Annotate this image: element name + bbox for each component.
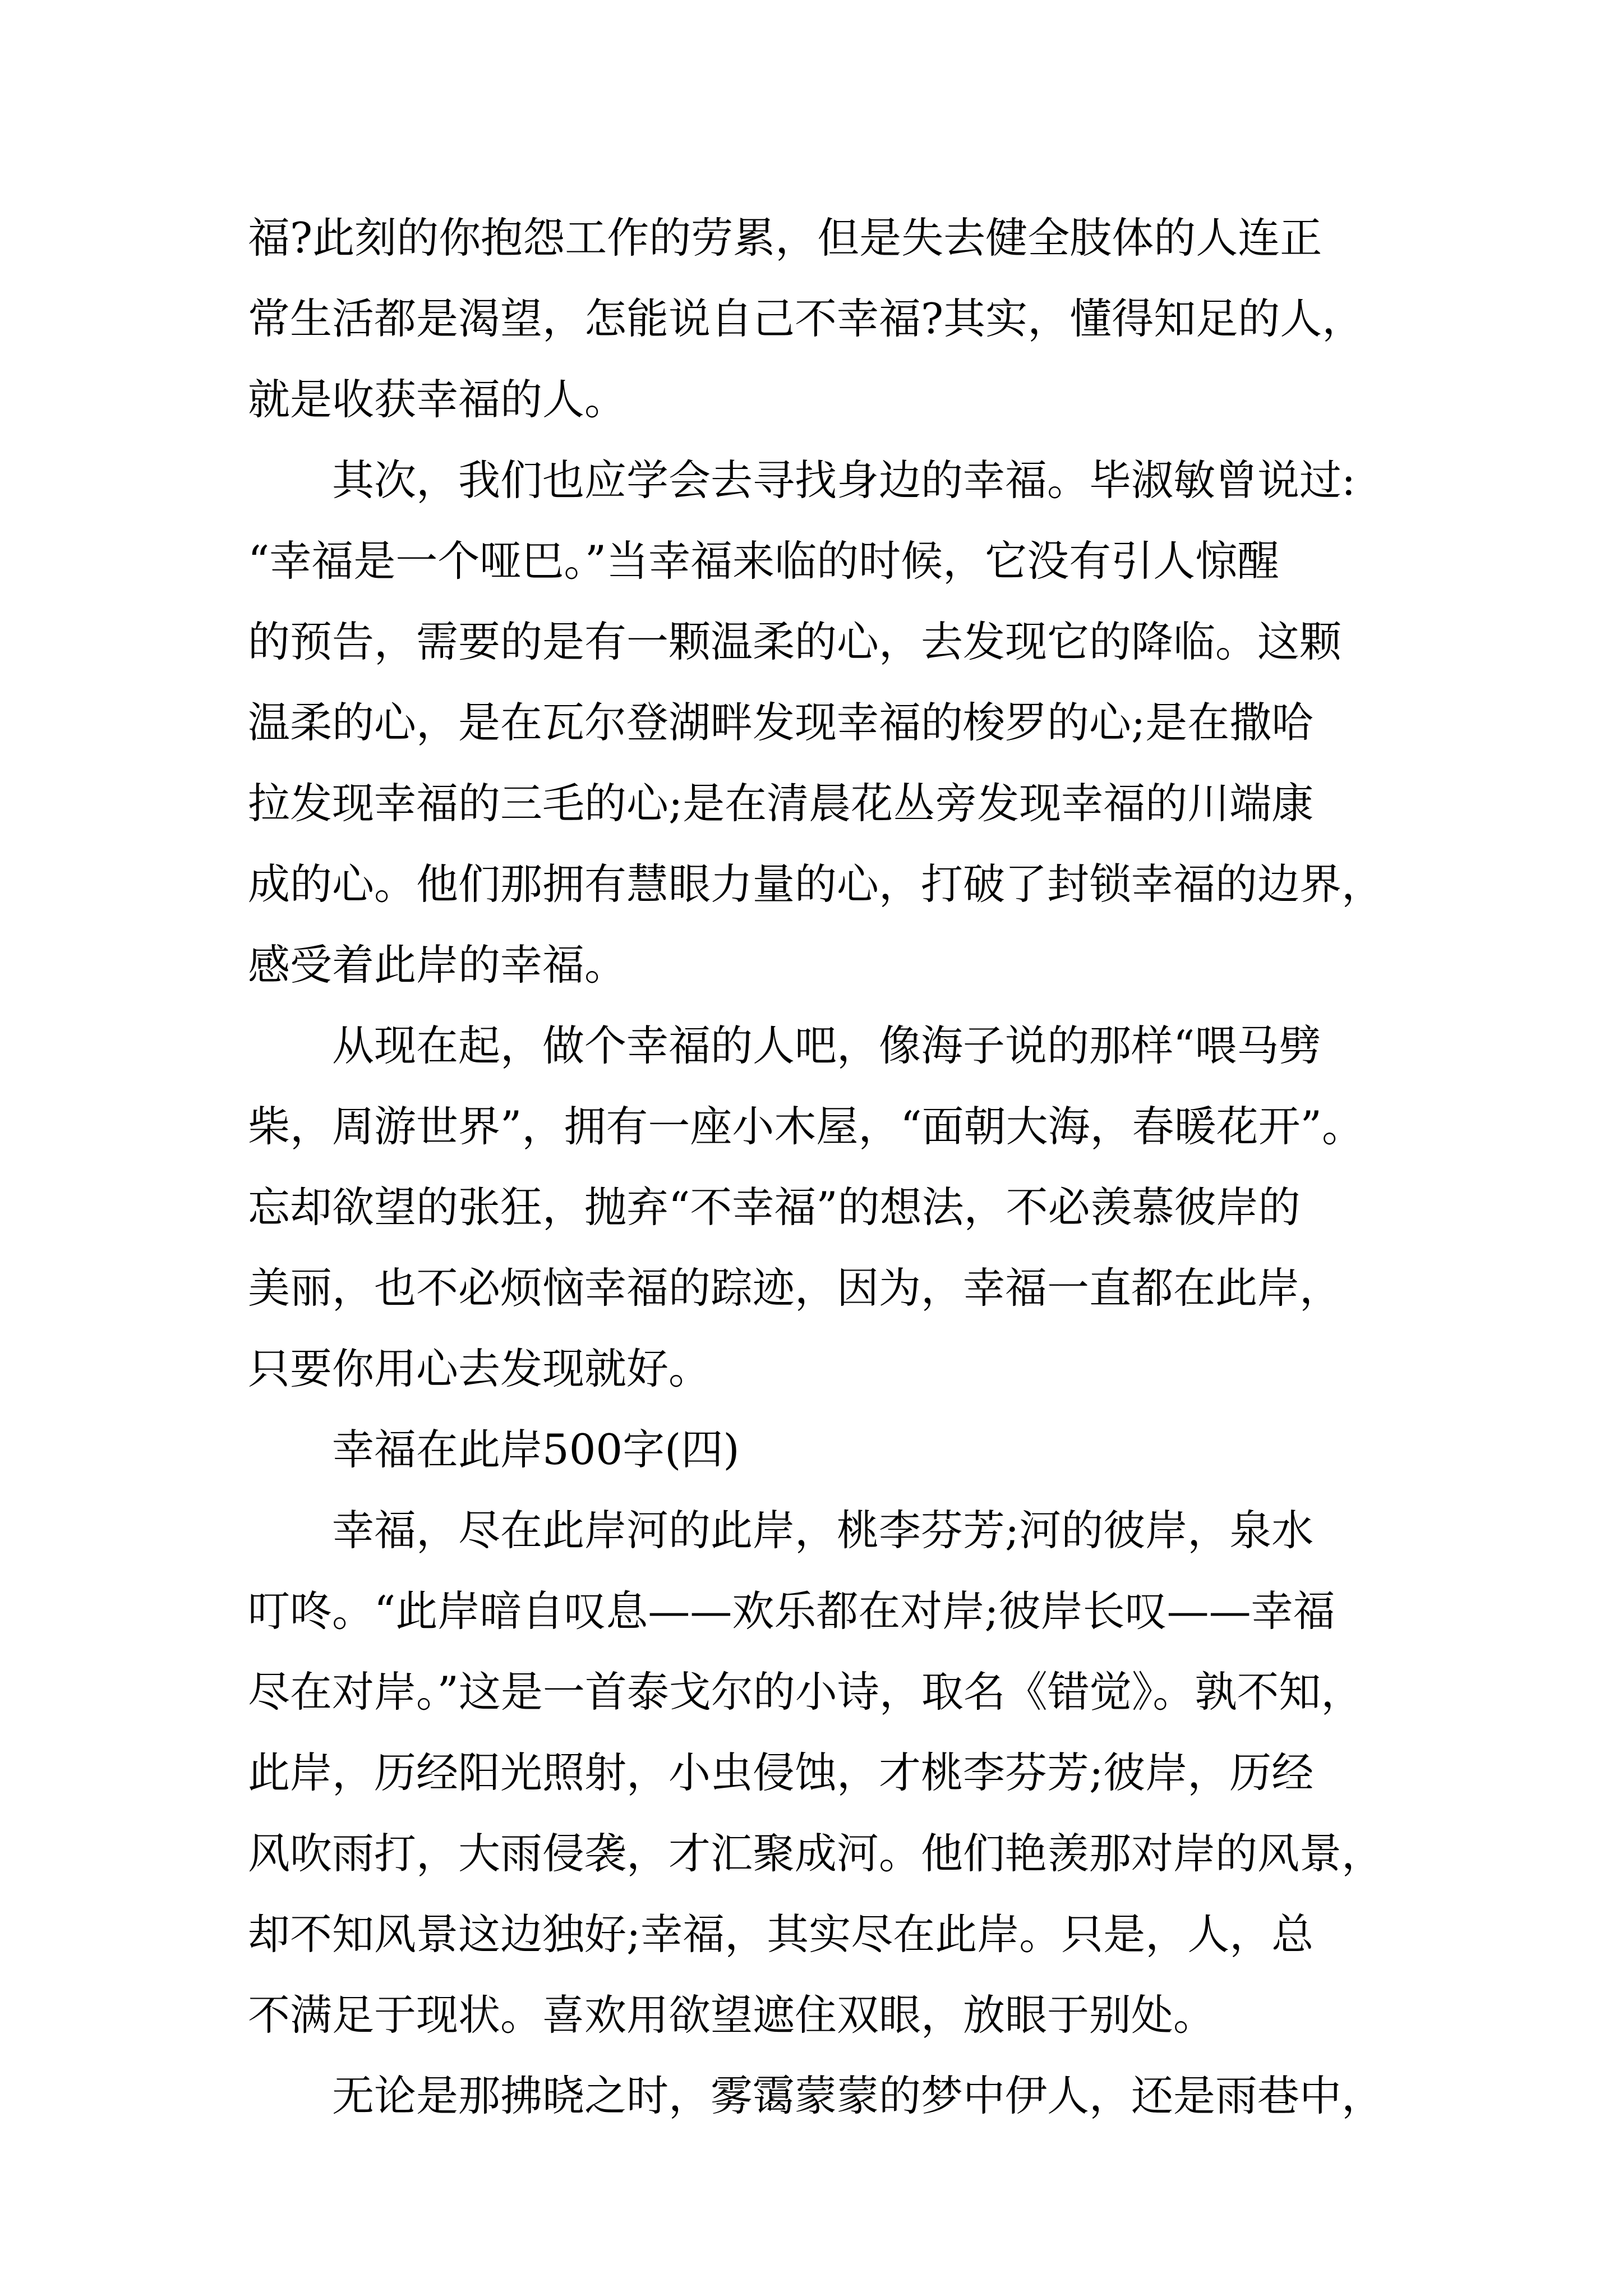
- section-heading: [248, 1409, 1375, 1490]
- text-line: 的预告，需要的是有一颗温柔的心，去发现它的降临。这颗: [248, 617, 1342, 666]
- document-body: [248, 197, 1384, 2136]
- text-line: 幸福，尽在此岸河的此岸，桃李芬芳;河的彼岸，泉水: [332, 1506, 1314, 1555]
- text-line: 无论是那拂晓之时，雾霭蒙蒙的梦中伊人，还是雨巷中，: [332, 2071, 1384, 2120]
- text-line: 感受着此岸的幸福。: [248, 940, 627, 990]
- text-line: 忘却欲望的张狂，抛弃“不幸福”的想法，不必羡慕彼岸的: [248, 1182, 1301, 1232]
- text-line: 拉发现幸福的三毛的心;是在清晨花丛旁发现幸福的川端康: [248, 779, 1314, 828]
- text-line: 风吹雨打，大雨侵袭，才汇聚成河。他们艳羡那对岸的风景，: [248, 1829, 1384, 1878]
- paragraph-3: [248, 1005, 1375, 1409]
- text-line: 成的心。他们那拥有慧眼力量的心，打破了封锁幸福的边界，: [248, 859, 1384, 909]
- paragraph-2: [248, 440, 1384, 1005]
- text-line: 常生活都是渴望，怎能说自己不幸福?其实，懂得知足的人，: [248, 294, 1364, 343]
- text-line: 却不知风景这边独好;幸福，其实尽在此岸。只是，人，总: [248, 1910, 1314, 1959]
- text-line: 叮咚。“此岸暗自叹息——欢乐都在对岸;彼岸长叹——幸福: [248, 1586, 1335, 1636]
- text-line: 温柔的心，是在瓦尔登湖畔发现幸福的梭罗的心;是在撒哈: [248, 698, 1314, 747]
- paragraph-4: [248, 1490, 1384, 2055]
- paragraph-5: [248, 2055, 1384, 2136]
- text-line: 福?此刻的你抱怨工作的劳累，但是失去健全肢体的人连正: [248, 213, 1322, 263]
- text-line: 尽在对岸。”这是一首泰戈尔的小诗，取名《错觉》。孰不知，: [248, 1667, 1363, 1717]
- text-line: 美丽，也不必烦恼幸福的踪迹，因为，幸福一直都在此岸，: [248, 1263, 1342, 1313]
- text-line: 不满足于现状。喜欢用欲望遮住双眼，放眼于别处。: [248, 1990, 1216, 2040]
- text-line: 就是收获幸福的人。: [248, 375, 627, 424]
- text-line: 此岸，历经阳光照射，小虫侵蚀，才桃李芬芳;彼岸，历经: [248, 1748, 1314, 1797]
- text-line: 只要你用心去发现就好。: [248, 1344, 711, 1393]
- text-line: 柴，周游世界”，拥有一座小木屋，“面朝大海，春暖花开”。: [248, 1102, 1364, 1151]
- text-line: 从现在起，做个幸福的人吧，像海子说的那样“喂马劈: [332, 1021, 1321, 1070]
- text-line: 其次，我们也应学会去寻找身边的幸福。毕淑敏曾说过:: [332, 455, 1356, 505]
- text-line: “幸福是一个哑巴。”当幸福来临的时候，它没有引人惊醒: [248, 536, 1280, 586]
- paragraph-1: [248, 197, 1375, 440]
- heading-line: 幸福在此岸500字(四): [332, 1425, 740, 1474]
